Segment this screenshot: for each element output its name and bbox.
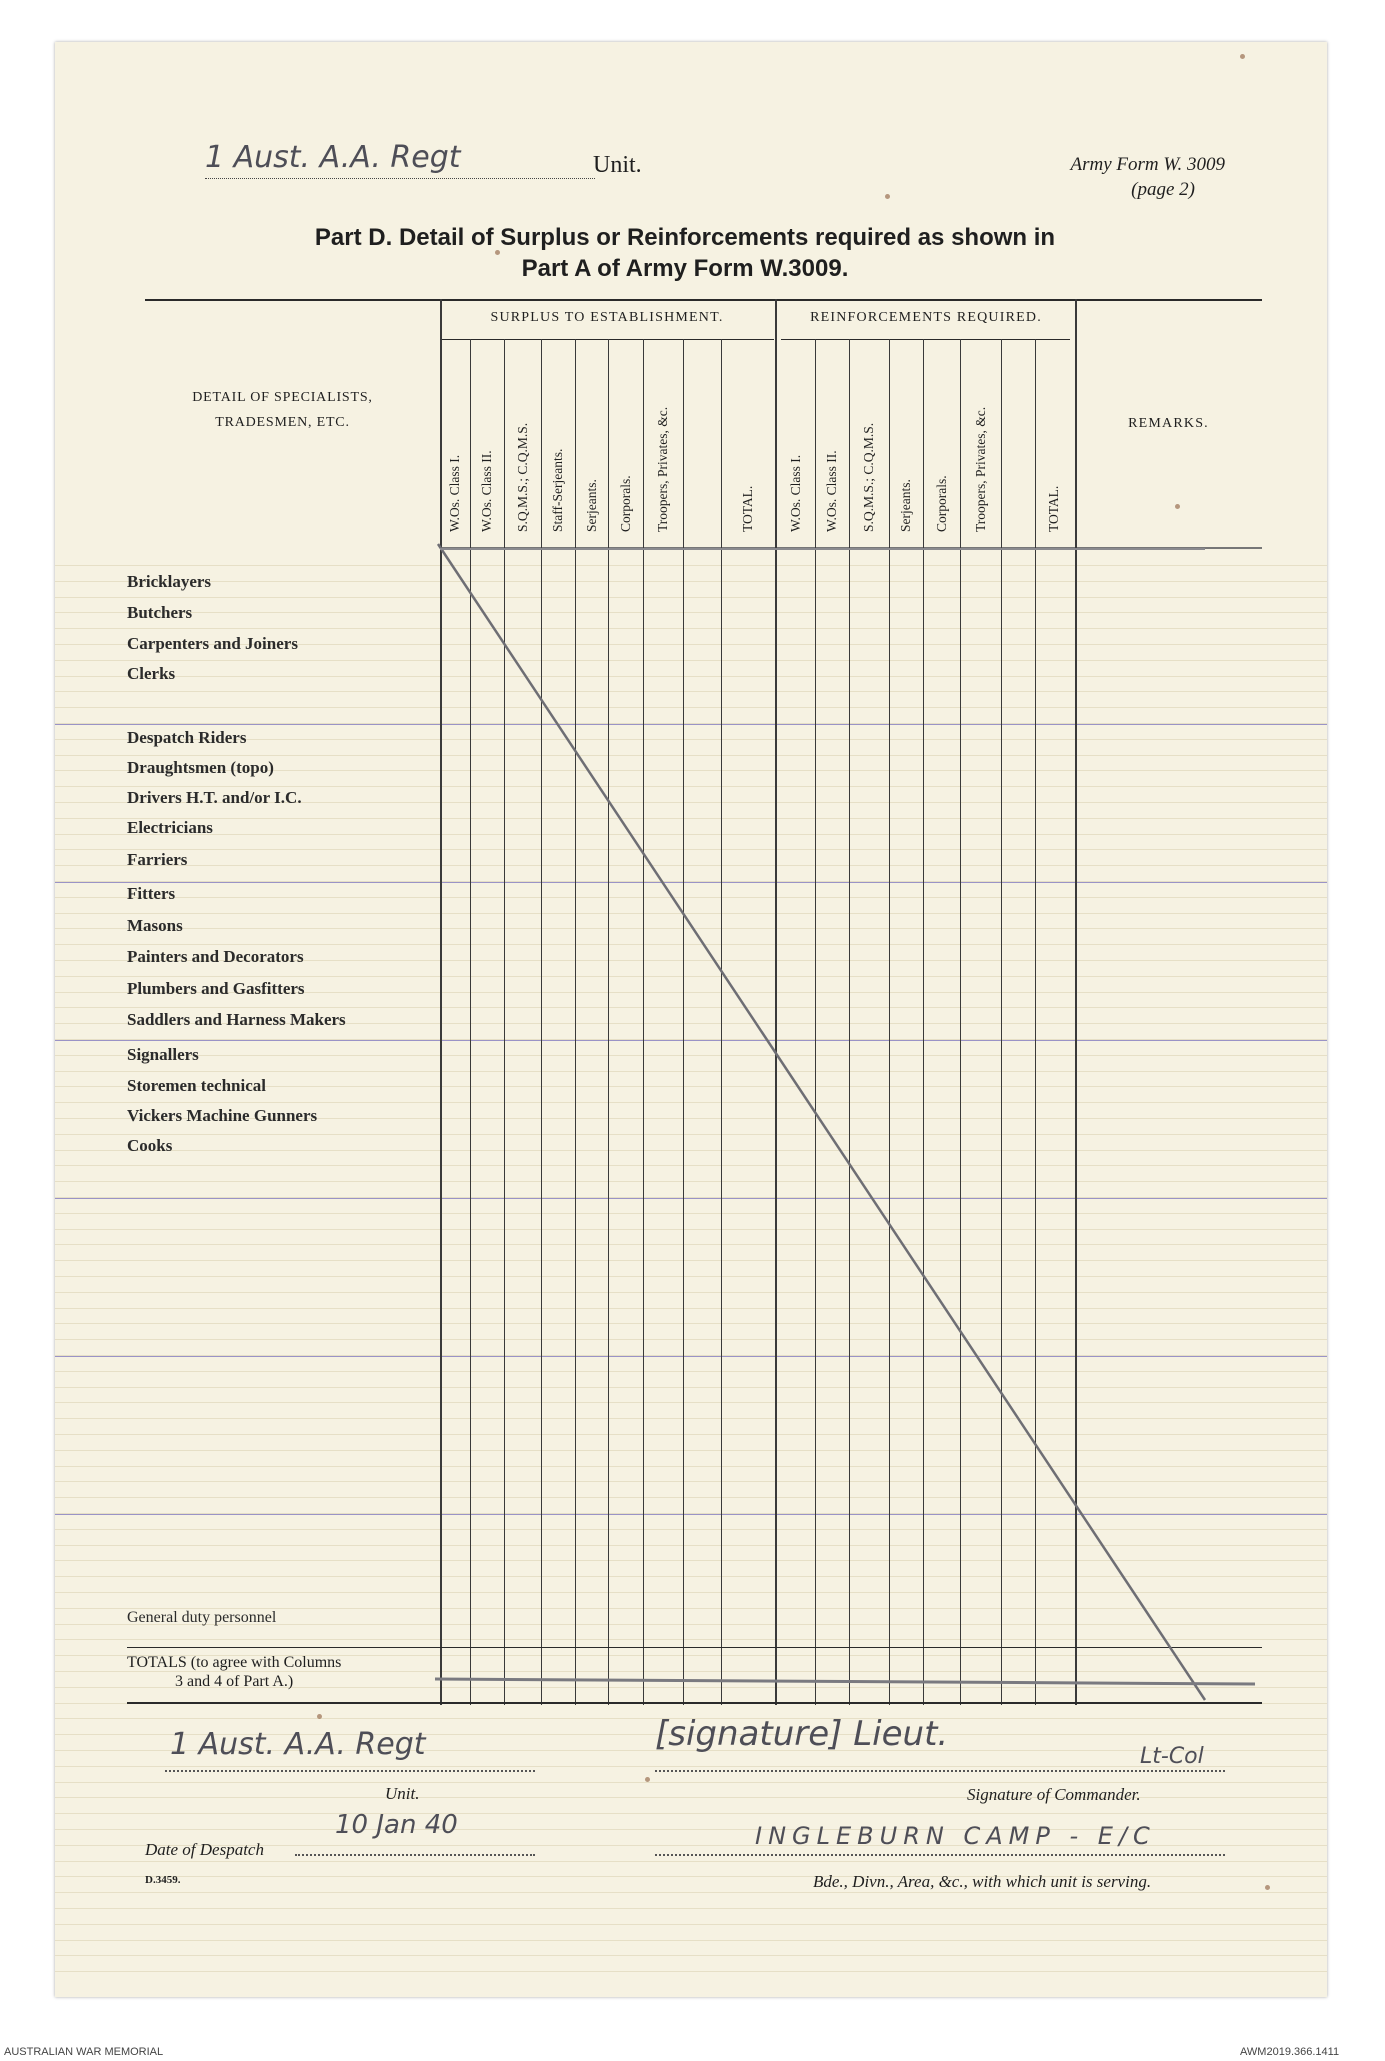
surplus-column-header: S.Q.M.S.; C.Q.M.S. [514,422,530,532]
page-reference: (page 2) [1131,179,1195,200]
reinforcement-group-header: REINFORCEMENTS REQUIRED. [810,310,1042,325]
surplus-column-header: Troopers, Privates, &c. [655,406,670,532]
trade-row-label: Drivers H.T. and/or I.C. [127,788,302,807]
form-title-line1: Part D. Detail of Surplus or Reinforcements required as shown in [314,224,1056,251]
diagonal-strike [438,544,1205,1700]
trade-row-label: Fitters [127,884,176,903]
form-code: D.3459. [145,1874,181,1886]
signature-label: Signature of Commander. [967,1785,1141,1804]
trade-row-label: Butchers [127,603,193,622]
unit-dotted-line [165,1770,535,1772]
totals-label-line1: TOTALS (to agree with Columns [127,1654,342,1671]
trade-row-label: Vickers Machine Gunners [127,1106,318,1125]
form-reference: Army Form W. 3009 [1070,154,1225,175]
trade-row-label: Despatch Riders [127,728,247,747]
reinforcement-column-header: W.Os. Class II. [824,450,839,532]
footer-unit-handwritten: 1 Aust. A.A. Regt [170,1727,426,1762]
detail-header-line2: TRADESMEN, ETC. [215,415,350,430]
trade-row-label: Carpenters and Joiners [127,634,298,653]
surplus-group-header: SURPLUS TO ESTABLISHMENT. [490,310,724,325]
trade-row-label: Plumbers and Gasfitters [127,979,305,998]
totals-strike [435,1679,1255,1684]
totals-label-line2: 3 and 4 of Part A.) [175,1673,294,1690]
signature-rank: Lt-Col [1140,1744,1204,1769]
trade-row-label: Clerks [127,664,176,683]
form-title-line2: Part A of Army Form W.3009. [521,255,849,282]
trade-row-label: Bricklayers [127,572,212,591]
credit-right: AWM2019.366.1411 [1240,2046,1340,2058]
reinforcement-column-header: Troopers, Privates, &c. [972,406,988,532]
date-handwritten: 10 Jan 40 [335,1810,458,1840]
footer-unit-label: Unit. [385,1784,420,1803]
reinforcement-column-header: Serjeants. [898,479,913,532]
trade-row-label: Farriers [127,850,188,869]
unit-handwritten: 1 Aust. A.A. Regt [205,140,461,175]
surplus-column-header: Staff-Serjeants. [550,448,565,532]
date-dotted-line [295,1854,535,1856]
surplus-column-header: TOTAL. [740,485,755,532]
trade-row-label: Painters and Decorators [127,947,304,966]
trade-row-label: Signallers [127,1045,199,1064]
surplus-column-header: Serjeants. [583,479,599,532]
trade-row-label: Saddlers and Harness Makers [127,1010,346,1029]
location-handwritten: INGLEBURN CAMP - E/C [755,1822,1156,1850]
trade-row-label: Electricians [127,818,213,837]
detail-header-line1: DETAIL OF SPECIALISTS, [192,390,373,405]
general-duty-label: General duty personnel [127,1609,277,1626]
unit-label: Unit. [593,152,642,178]
date-label: Date of Despatch [145,1840,264,1859]
trade-row-label: Cooks [127,1136,173,1155]
credit-left: AUSTRALIAN WAR MEMORIAL [4,2046,164,2058]
reinforcement-column-header: TOTAL. [1046,485,1061,532]
location-dotted-line [655,1854,1225,1856]
form-page [55,42,1327,1997]
reinforcement-column-header: W.Os. Class I. [788,454,803,532]
surplus-column-header: W.Os. Class I. [447,454,462,532]
surplus-column-header: Corporals. [617,475,633,532]
pencil-strike-svg [55,42,1327,1997]
trade-row-label: Masons [127,916,183,935]
signature-dotted-line [655,1770,1225,1772]
location-label: Bde., Divn., Area, &c., with which unit is serving. [813,1872,1152,1891]
reinforcement-column-header: Corporals. [933,475,949,532]
trade-row-label: Storemen technical [127,1076,266,1095]
trade-row-label: Draughtsmen (topo) [127,758,274,777]
remarks-header: REMARKS. [1128,416,1209,431]
surplus-column-header: W.Os. Class II. [479,450,494,532]
reinforcement-column-header: S.Q.M.S.; C.Q.M.S. [861,422,876,532]
signature-handwritten: [signature] Lieut. [655,1714,949,1754]
